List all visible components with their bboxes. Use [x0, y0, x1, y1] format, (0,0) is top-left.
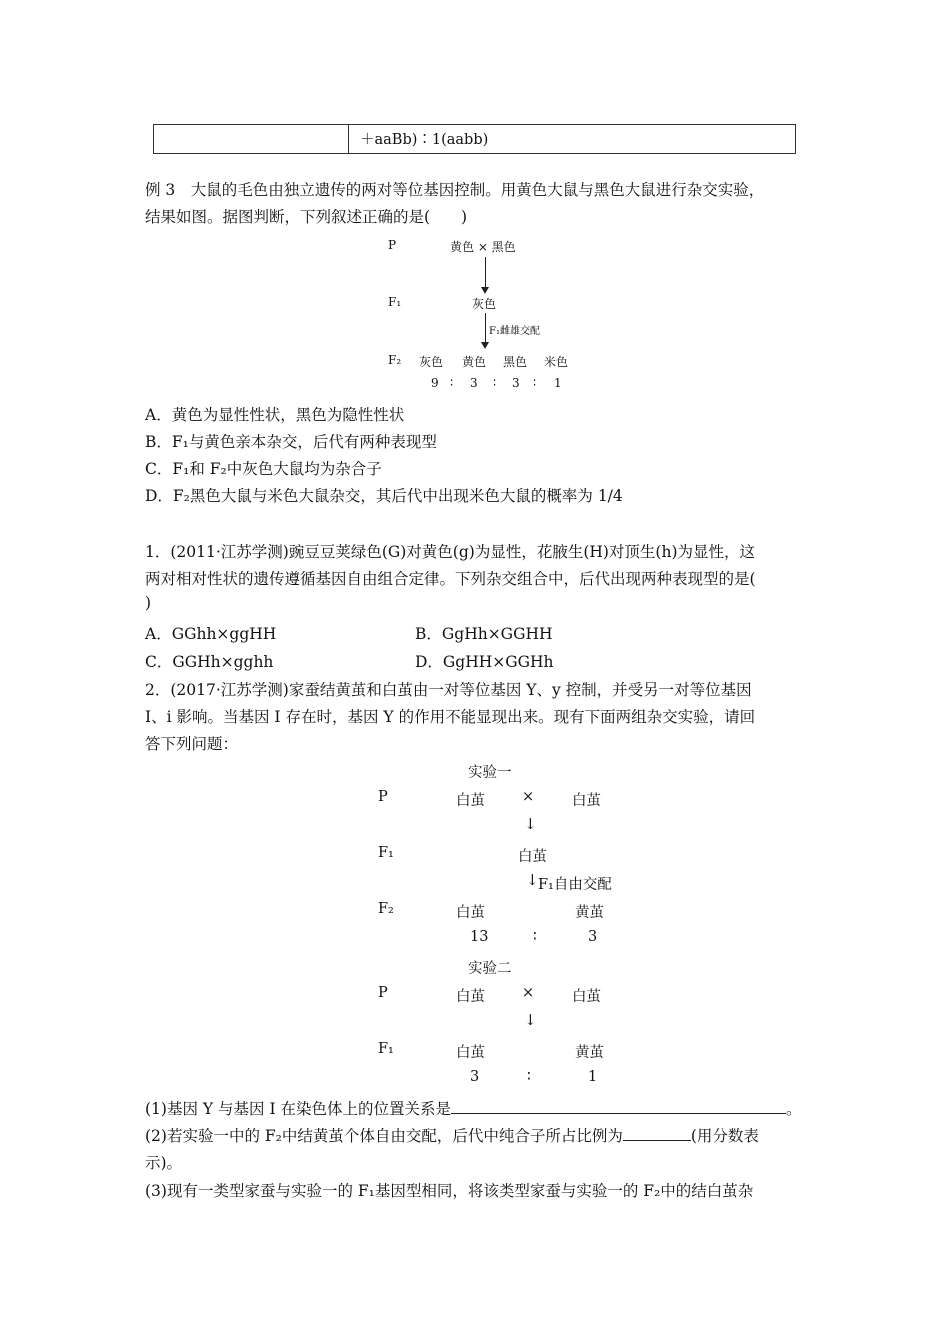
diagram-f2-phenotype-3: 黑色	[503, 355, 528, 369]
exp1-ratio-left: 13	[470, 929, 489, 945]
q1-option-d: D．GgHH×GGHh	[415, 653, 554, 671]
diagram-f2-label: F₂	[388, 353, 402, 367]
example3-line1: 例 3 大鼠的毛色由独立遗传的两对等位基因控制。用黄色大鼠与黑色大鼠进行杂交实验，	[145, 181, 765, 199]
q2-sub1-text: (1)基因 Y 与基因 I 在染色体上的位置关系是	[145, 1100, 452, 1118]
diagram-f1-value: 灰色	[472, 297, 497, 311]
diagram-ratio-2: 3	[470, 376, 478, 390]
table-cell: ＋aaBb)∶1(aabb)	[360, 132, 489, 148]
exp2-f1-label: F₁	[378, 1041, 394, 1057]
exp1-f2-left: 白茧	[456, 905, 485, 921]
q2-line2: I、i 影响。当基因 I 存在时，基因 Y 的作用不能显现出来。现有下面两组杂交实验，请回	[145, 708, 756, 726]
diagram-f2-phenotype-2: 黄色	[462, 355, 487, 369]
q2-line3: 答下列问题：	[145, 735, 239, 753]
diagram-p-cross: 黄色 × 黑色	[450, 240, 516, 254]
diagram-ratio-4: 1	[554, 376, 562, 390]
exp1-ratio-sep: ∶	[533, 929, 537, 945]
q1-option-b: B．GgHh×GGHH	[415, 625, 553, 643]
q2-sub1-end: 。	[786, 1100, 802, 1118]
diagram-f1-label: F₁	[388, 295, 402, 309]
exp2-ratio-left: 3	[470, 1069, 480, 1085]
q2-sub2-text: (2)若实验一中的 F₂中结黄茧个体自由交配，后代中纯合子所占比例为	[145, 1127, 623, 1145]
q1-line1: 1．(2011·江苏学测)豌豆豆荚绿色(G)对黄色(g)为显性，花腋生(H)对顶生(h)为显性，这	[145, 543, 756, 561]
example3-option-a: A．黄色为显性性状，黑色为隐性性状	[145, 406, 405, 424]
q1-line3: )	[145, 594, 152, 612]
exp2-arrow: ↓	[524, 1011, 537, 1029]
diagram-f1-note: F₁雌雄交配	[489, 326, 540, 337]
exp1-p-right: 白茧	[572, 793, 601, 809]
diagram-arrow-line-2	[485, 313, 486, 344]
table-fragment	[153, 124, 796, 154]
example3-option-d: D．F₂黑色大鼠与米色大鼠杂交，其后代中出现米色大鼠的概率为 1/4	[145, 487, 623, 505]
exp1-arrow-2: ↓	[526, 871, 539, 889]
diagram-ratio-sep-1: ∶	[450, 376, 454, 390]
exp1-arrow-1: ↓	[524, 815, 537, 833]
exp2-f1-left: 白茧	[456, 1045, 485, 1061]
q1-option-c: C．GGHh×gghh	[145, 653, 274, 671]
diagram-p-label: P	[388, 238, 397, 252]
exp2-f1-right: 黄茧	[575, 1045, 604, 1061]
exp1-f1-note: F₁自由交配	[538, 877, 612, 893]
exp1-f1-value: 白茧	[518, 849, 547, 865]
exp2-cross: ×	[522, 985, 535, 1001]
exp1-title: 实验一	[468, 765, 512, 781]
exp2-p-right: 白茧	[572, 989, 601, 1005]
example3-line2: 结果如图。据图判断，下列叙述正确的是( )	[145, 208, 468, 226]
q2-sub3: (3)现有一类型家蚕与实验一的 F₁基因型相同，将该类型家蚕与实验一的 F₂中的结白茧杂	[145, 1182, 754, 1200]
q2-sub1	[145, 1097, 802, 1119]
diagram-arrow-line-1	[485, 257, 486, 289]
q1-line2: 两对相对性状的遗传遵循基因自由组合定律。下列杂交组合中，后代出现两种表现型的是(	[145, 570, 756, 588]
diagram-arrowhead-2	[481, 342, 489, 349]
q2-sub2	[145, 1124, 759, 1146]
diagram-f2-phenotype-4: 米色	[544, 355, 569, 369]
table-divider	[348, 125, 349, 153]
exp2-p-label: P	[378, 985, 388, 1001]
exp2-ratio-sep: ∶	[527, 1069, 531, 1085]
q2-line1: 2．(2017·江苏学测)家蚕结黄茧和白茧由一对等位基因 Y、y 控制，并受另一对等位基因	[145, 681, 752, 699]
diagram-ratio-sep-3: ∶	[533, 376, 537, 390]
q2-sub2-blank[interactable]	[623, 1126, 691, 1141]
diagram-ratio-sep-2: ∶	[493, 376, 497, 390]
exp1-p-label: P	[378, 789, 388, 805]
q2-sub2-text-b: (用分数表	[690, 1127, 759, 1145]
example3-option-c: C．F₁和 F₂中灰色大鼠均为杂合子	[145, 460, 382, 478]
exp2-title: 实验二	[468, 961, 512, 977]
example3-option-b: B．F₁与黄色亲本杂交，后代有两种表现型	[145, 433, 437, 451]
diagram-arrowhead-1	[481, 287, 489, 294]
exp1-cross: ×	[522, 789, 535, 805]
q2-sub2-cont: 示)。	[145, 1154, 183, 1172]
diagram-ratio-1: 9	[431, 376, 439, 390]
exp1-p-left: 白茧	[456, 793, 485, 809]
exp2-p-left: 白茧	[456, 989, 485, 1005]
q1-option-a: A．GGhh×ggHH	[145, 625, 277, 643]
exp1-f2-right: 黄茧	[575, 905, 604, 921]
exp1-ratio-right: 3	[588, 929, 598, 945]
q2-sub1-blank[interactable]	[451, 1099, 786, 1114]
diagram-ratio-3: 3	[512, 376, 520, 390]
diagram-f2-phenotype-1: 灰色	[419, 355, 444, 369]
exp2-ratio-right: 1	[588, 1069, 598, 1085]
exp1-f1-label: F₁	[378, 845, 394, 861]
exp1-f2-label: F₂	[378, 901, 394, 917]
